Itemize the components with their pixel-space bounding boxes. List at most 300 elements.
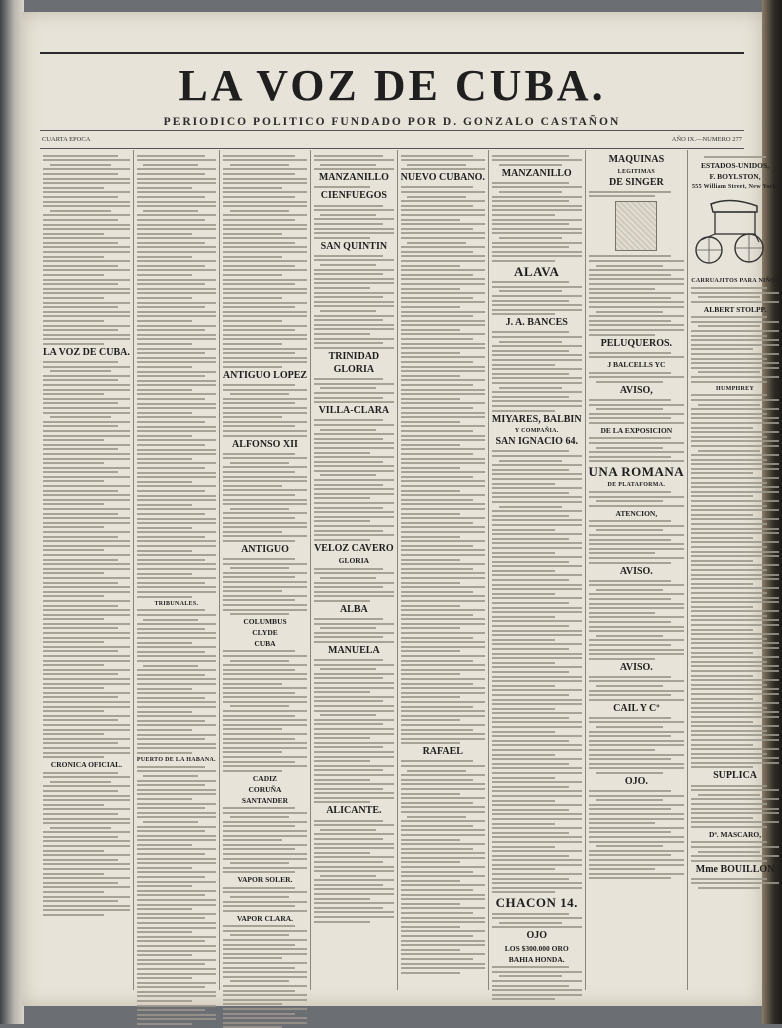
section-heading: CRONICA OFICIAL. [50,760,123,770]
text-line [492,689,582,691]
text-line [401,788,485,790]
text-line [43,430,130,432]
text-line [143,665,198,667]
text-line [314,921,370,923]
text-line [691,546,766,548]
columns [40,150,779,990]
text-line [223,563,307,565]
text-line [223,338,307,340]
text-line [43,577,130,579]
text-line [43,503,104,505]
text-line [401,480,485,482]
text-line [137,302,216,304]
text-line [401,435,485,437]
text-line [223,435,307,437]
text-line [401,820,485,822]
text-line [698,887,759,889]
text-line [492,382,582,384]
text-line [401,471,485,473]
text-line [492,469,569,471]
text-line [43,467,130,469]
ad-heading: Mme BOUILLON [695,863,775,875]
text-line [492,703,582,705]
text-line [50,210,111,212]
text-line [137,628,205,630]
text-line [314,769,382,771]
text-line [223,155,295,157]
sewing-machine-illustration [615,201,657,251]
text-line [43,540,130,542]
text-line [314,259,394,261]
text-line [492,410,555,412]
text-line [589,639,685,641]
text-line [137,784,205,786]
text-line [589,850,685,852]
text-line [223,219,295,221]
text-line [691,739,779,741]
text-line [401,572,485,574]
text-line [43,549,104,551]
text-line [492,487,582,489]
text-line [314,470,394,472]
text-line [223,1003,282,1005]
text-line [589,841,685,843]
text-line [314,328,394,330]
text-line [589,437,671,439]
text-line [314,572,394,574]
ship-heading: SAN QUINTIN [320,240,388,252]
text-line [230,934,289,936]
text-line [314,511,394,513]
text-line [596,726,663,728]
text-line [401,559,460,561]
text-line [691,707,766,709]
text-line [314,282,394,284]
text-line [43,678,130,680]
text-line [589,404,685,406]
text-line [314,452,370,454]
text-line [43,155,118,157]
text-line [401,701,485,703]
text-line [137,389,192,391]
text-line [499,341,562,343]
text-line [492,777,555,779]
text-line [137,196,205,198]
text-line [137,573,192,575]
text-line [492,708,555,710]
text-line [137,168,216,170]
text-line [43,692,130,694]
text-line [314,618,382,620]
text-line [137,449,216,451]
text-line [320,577,376,579]
text-line [492,744,582,746]
text-line [401,940,485,942]
text-line [499,387,562,389]
text-line [223,692,295,694]
text-line [401,343,485,345]
text-line [401,600,485,602]
text-line [43,632,130,634]
text-line [137,780,216,782]
text-line [223,839,282,841]
text-line [43,582,118,584]
text-line [691,358,766,360]
text-line [492,246,569,248]
text-line [691,514,752,516]
text-line [492,373,569,375]
text-line [492,304,582,306]
text-line [589,868,656,870]
text-line [499,237,562,239]
text-line [43,325,130,327]
text-line [43,914,104,916]
text-line [137,187,192,189]
text-line [43,187,104,189]
text-line [43,292,130,294]
text-line [314,155,382,157]
text-line [589,399,671,401]
text-line [43,868,130,870]
text-line [691,688,779,690]
text-line [43,605,118,607]
text-line [50,827,111,829]
text-line [401,159,485,161]
text-line [137,265,205,267]
edition-label: CUARTA EPOCA [42,136,91,143]
text-line [43,311,130,313]
text-line [691,638,766,640]
text-line [137,288,216,290]
text-line [314,568,382,570]
text-line [43,572,104,574]
text-line [143,619,198,621]
text-line [401,545,473,547]
text-line [137,366,192,368]
text-line [137,1009,205,1011]
text-line [137,729,192,731]
text-line [589,822,656,824]
text-line [698,325,759,327]
text-line [314,705,394,707]
text-line [401,531,485,533]
text-line [43,715,130,717]
text-line [691,408,779,410]
text-line [137,476,216,478]
text-line [691,463,779,465]
text-line [137,536,205,538]
text-line [589,334,656,336]
text-line [223,738,295,740]
text-line [223,292,307,294]
text-line [492,228,582,230]
text-line [223,480,307,482]
text-line [589,818,685,820]
text-line [223,719,307,721]
text-line [43,237,130,239]
text-line [492,666,582,668]
text-line [223,256,282,258]
text-line [143,210,198,212]
text-line [401,186,473,188]
text-line [230,393,289,395]
text-line [43,517,130,519]
text-line [492,295,582,297]
text-line [589,795,685,797]
text-line [691,367,779,369]
text-line [137,375,205,377]
text-line [401,738,485,740]
text-line [223,901,307,903]
text-line [492,966,569,968]
text-line [589,859,685,861]
text-line [43,905,130,907]
text-line [137,853,205,855]
text-line [589,260,685,262]
text-line [137,642,192,644]
text-line [492,625,569,627]
text-line [499,460,562,462]
text-line [137,908,192,910]
text-line [314,237,370,239]
text-line [401,811,485,813]
text-line [492,336,582,338]
text-line [401,678,485,680]
text-line [492,611,582,613]
text-line [223,260,307,262]
text-line [589,690,685,692]
column-5 [398,150,489,990]
text-line [137,398,205,400]
text-line [589,653,685,655]
text-line [589,191,671,193]
text-line [589,873,685,875]
text-line [589,854,671,856]
text-line [314,833,394,835]
text-line [691,615,766,617]
text-line [314,255,382,257]
text-line [223,407,307,409]
text-line [401,623,485,625]
text-line [401,765,485,767]
text-line [314,228,394,230]
text-line [320,474,376,476]
text-line [43,669,130,671]
text-line [492,570,555,572]
book-binding [0,0,24,1024]
text-line [691,762,779,764]
text-line [223,352,295,354]
text-line [320,668,376,670]
text-line [589,562,671,564]
text-line [43,882,118,884]
text-line [492,662,555,664]
text-line [691,597,779,599]
text-line [223,205,307,207]
text-line [407,196,466,198]
text-line [492,873,582,875]
text-line [401,884,485,886]
text-line [137,945,216,947]
text-line [223,825,295,827]
text-line [492,524,582,526]
text-line [137,458,192,460]
text-line [492,809,569,811]
text-line [137,462,216,464]
column-8 [688,150,782,990]
text-line [314,338,394,340]
text-line [492,597,582,599]
baby-carriage-illustration [691,196,769,266]
text-line [314,733,394,735]
text-line [43,614,130,616]
text-line [492,813,582,815]
text-line [137,279,216,281]
text-line [43,637,130,639]
text-line [314,484,382,486]
text-line [43,595,104,597]
text-line [223,905,295,907]
text-line [492,286,582,288]
text-line [691,353,779,355]
text-line [223,701,307,703]
text-line [137,550,192,552]
text-line [314,719,394,721]
text-line [401,917,485,919]
text-line [492,464,582,466]
text-line [223,522,307,524]
text-line [589,324,685,326]
text-line [43,389,130,391]
text-line [401,898,485,900]
ad-heading: DE SINGER [608,176,664,188]
text-line [137,393,216,395]
text-line [691,569,766,571]
text-line [492,676,582,678]
text-line [492,657,582,659]
text-line [492,542,582,544]
text-line [223,531,282,533]
text-line [43,900,118,902]
ship-heading: MANUELA [328,644,380,656]
text-line [691,417,779,419]
text-line [43,729,130,731]
text-line [223,576,295,578]
text-line [691,619,779,621]
masthead-subtitle: PERIODICO POLITICO FUNDADO POR D. GONZALO CASTAÑON [163,116,621,128]
newspaper-page [22,12,779,1006]
text-line [137,256,192,258]
section-heading: LA VOZ DE CUBA. [43,346,130,358]
text-line [492,763,569,765]
text-line [401,356,485,358]
text-line [137,917,205,919]
text-line [314,760,370,762]
text-line [223,366,282,368]
text-line [43,196,118,198]
text-line [589,621,671,623]
ship-heading: MANZANILLO [318,172,389,184]
text-line [314,677,382,679]
text-line [223,466,307,468]
text-line [137,380,216,382]
text-line [314,824,394,826]
text-line [401,586,485,588]
column-7 [586,150,689,990]
text-line [492,588,582,590]
text-line [137,384,216,386]
text-line [223,724,307,726]
text-line [401,627,460,629]
text-line [137,205,216,207]
text-line [401,949,460,951]
text-line [223,728,282,730]
text-line [401,467,460,469]
text-line [223,389,307,391]
text-line [589,534,685,536]
text-line [499,191,562,193]
ad-heading: PELUQUEROS. [600,337,673,349]
text-line [314,305,394,307]
text-line [223,425,295,427]
text-line [137,766,205,768]
section-heading: PUERTO DE LA HABANA. [136,756,216,763]
text-line [691,348,752,350]
text-line [137,1023,192,1025]
text-line [314,447,394,449]
text-line [492,159,582,161]
text-line [223,871,295,873]
text-line [691,459,766,461]
ad-heading: AVISO, [619,384,653,396]
text-line [401,200,485,202]
text-line [691,725,779,727]
text-line [223,398,307,400]
text-line [223,733,307,735]
text-line [137,793,216,795]
text-line [314,347,394,349]
text-line [43,696,118,698]
ad-heading: CARRUAJITOS PARA NIÑOS [691,278,779,285]
text-line [314,539,370,541]
text-line [223,664,307,666]
text-line [223,844,307,846]
text-line [492,182,569,184]
text-line [314,296,382,298]
text-line [43,818,130,820]
text-line [43,742,118,744]
text-line [691,789,779,791]
text-line [137,830,205,832]
column-6 [489,150,586,990]
text-line [401,283,485,285]
text-line [137,711,192,713]
text-line [492,717,569,719]
text-line [137,1005,216,1007]
text-line [401,958,473,960]
text-line [137,586,216,588]
text-line [314,442,394,444]
text-line [137,513,205,515]
text-line [43,159,130,161]
text-line [223,265,295,267]
text-line [137,343,192,345]
text-line [137,826,216,828]
text-line [137,977,192,979]
text-line [137,738,205,740]
ship-heading: ALFONSO XII [232,438,298,450]
text-line [691,684,766,686]
